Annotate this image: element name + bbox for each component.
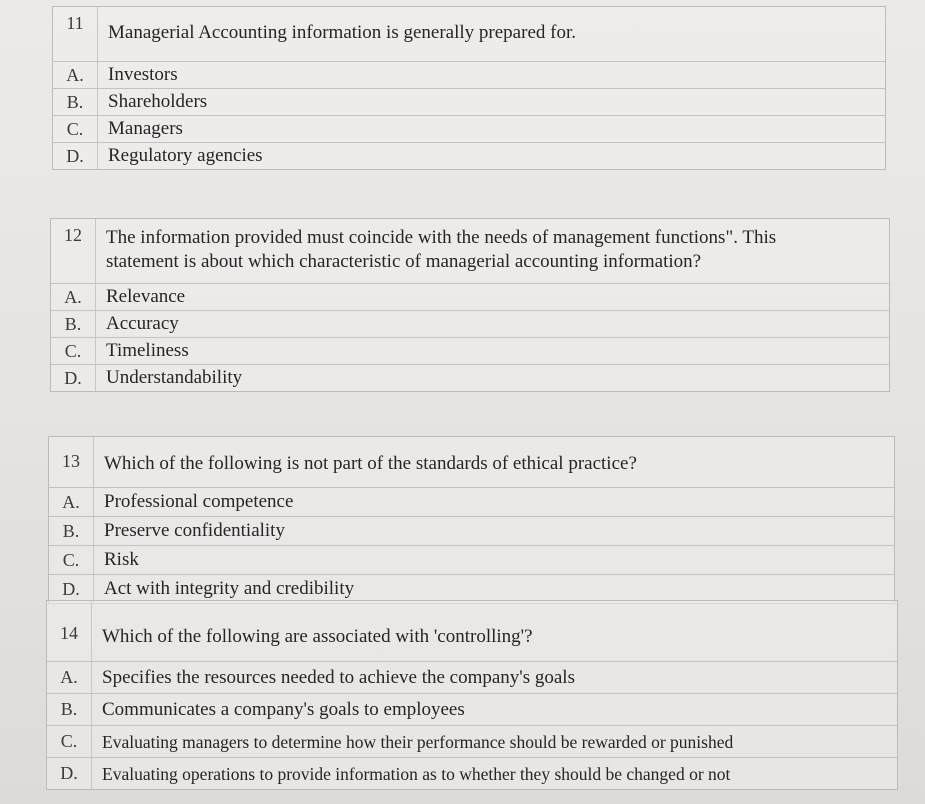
option-row <box>53 89 885 116</box>
option-letter: B. <box>49 517 94 545</box>
question-14 <box>46 600 898 790</box>
question-number: 14 <box>47 601 92 661</box>
option-text: Timeliness <box>106 340 189 361</box>
option-text: Professional competence <box>104 491 294 512</box>
option-row <box>49 575 894 603</box>
option-row <box>47 726 897 758</box>
option-letter: C. <box>47 726 92 757</box>
option-text: Shareholders <box>108 91 208 112</box>
option-letter: D. <box>53 143 98 169</box>
question-text: Managerial Accounting information is generally prepared for. <box>108 22 576 43</box>
option-text: Communicates a company's goals to employees <box>102 698 465 720</box>
option-text: Act with integrity and credibility <box>104 578 355 599</box>
option-row <box>47 694 897 726</box>
option-text: Specifies the resources needed to achieve the company's goals <box>102 666 575 688</box>
option-letter: D. <box>49 575 94 603</box>
option-letter: A. <box>51 284 96 310</box>
question-12 <box>50 218 890 392</box>
question-number: 11 <box>53 7 98 61</box>
question-text: Which of the following is not part of the standards of ethical practice? <box>104 453 637 474</box>
option-row <box>51 311 889 338</box>
option-text: Investors <box>108 64 178 85</box>
option-text: Understandability <box>106 367 243 388</box>
option-row <box>51 284 889 311</box>
option-text: Regulatory agencies <box>108 145 263 166</box>
option-letter: C. <box>49 546 94 574</box>
option-letter: A. <box>49 488 94 516</box>
option-text: Evaluating operations to provide information as to whether they should be changed or not <box>102 763 731 784</box>
option-row <box>53 62 885 89</box>
option-text: Relevance <box>106 286 186 307</box>
option-row <box>49 517 894 546</box>
option-text: Risk <box>104 549 139 570</box>
option-row <box>49 488 894 517</box>
question-row <box>53 7 885 62</box>
option-letter: B. <box>51 311 96 337</box>
question-row <box>51 219 889 284</box>
option-row <box>51 338 889 365</box>
option-letter: D. <box>51 365 96 391</box>
question-text: Which of the following are associated with 'controlling'? <box>102 626 533 647</box>
option-row <box>53 116 885 143</box>
option-letter: D. <box>47 758 92 789</box>
option-text: Managers <box>108 118 183 139</box>
option-text: Evaluating managers to determine how their performance should be rewarded or punished <box>102 731 734 752</box>
question-row <box>47 601 897 662</box>
question-row <box>49 437 894 488</box>
option-letter: A. <box>53 62 98 88</box>
option-row <box>53 143 885 169</box>
option-row <box>47 662 897 694</box>
question-number: 13 <box>49 437 94 487</box>
option-text: Preserve confidentiality <box>104 520 285 541</box>
question-11 <box>52 6 886 170</box>
option-letter: A. <box>47 662 92 693</box>
question-13 <box>48 436 895 604</box>
option-text: Accuracy <box>106 313 179 334</box>
option-row <box>47 758 897 789</box>
option-row <box>49 546 894 575</box>
option-letter: C. <box>51 338 96 364</box>
question-text: The information provided must coincide with the needs of management functions". This statement is about which characteristic of managerial accounting information? <box>106 227 777 272</box>
option-letter: C. <box>53 116 98 142</box>
question-number: 12 <box>51 219 96 283</box>
option-row <box>51 365 889 391</box>
option-letter: B. <box>53 89 98 115</box>
option-letter: B. <box>47 694 92 725</box>
